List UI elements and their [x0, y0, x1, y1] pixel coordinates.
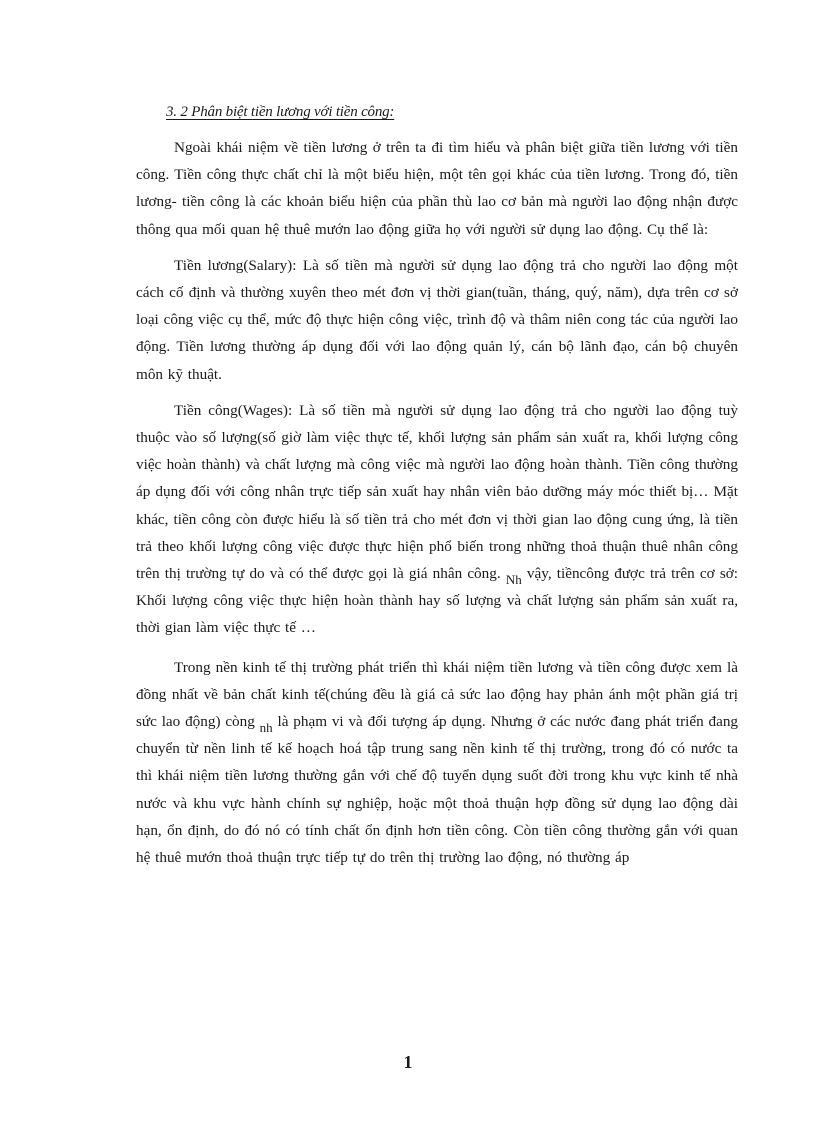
paragraph-wages-text-2: vậy, tiềncông được trả trên cơ sở: Khối lượng công việc thực hiện hoàn thành hay số lượng và chất lượng sản phẩm sản xuất ra, thời gian làm việc thực tế …: [136, 565, 739, 637]
document-body: [136, 98, 738, 880]
paragraph-salary: [136, 252, 738, 388]
paragraph-intro-text: Ngoài khái niệm về tiền lương ở trên ta đi tìm hiểu và phân biệt giữa tiền lương với tiền công. Tiền công thực chất chỉ là một biểu hiện, một tên gọi khác của tiền lương. Trong đó, tiền lương- tiền công là các khoản biểu hiện của phần thù lao cơ bản mà người lao động nhận được thông qua mối quan hệ thuê mướn lao động giữa họ với người sử dụng lao động. Cụ thể là:: [136, 139, 738, 238]
paragraph-wages-subscript: Nh: [505, 572, 522, 588]
paragraph-salary-text: Tiền lương(Salary): Là số tiền mà người sử dụng lao động trả cho người lao động một cách cố định và thường xuyên theo mét đơn vị thời gian(tuần, tháng, quý, năm), dựa trên cơ sở loại công việc cụ thể, mức độ thực hiện công việc, trình độ và thâm niên cong tác của người lao động. Tiền lương thường áp dụng đối với lao động quản lý, cán bộ lãnh đạo, cán bộ chuyên môn kỹ thuật.: [136, 256, 738, 383]
paragraph-market-subscript: nh: [259, 720, 273, 736]
paragraph-intro: [136, 134, 738, 243]
page-number: 1: [403, 1052, 413, 1072]
paragraph-wages: [136, 397, 738, 642]
paragraph-wages-text-1: Tiền công(Wages): Là số tiền mà người sử dụng lao động trả cho người lao động tuỳ thuộc vào số lượng(số giờ làm việc thực tế, khối lượng sản phẩm sản xuất ra, khối lượng công việc hoàn thành) và chất lượng mà công việc mà người lao động hoàn thành. Tiền công thường áp dụng đối với công nhân trực tiếp sản xuất hay nhân viên bảo dưỡng máy móc thiết bị… Mặt khác, tiền công còn được hiểu là số tiền trả cho mét đơn vị thời gian lao động cung ứng, là tiền trả theo khối lượng công việc được thực hiện phổ biến trong những thoả thuận thuê nhân công trên thị trường tự do và có thể được gọi là giá nhân công.: [136, 401, 738, 583]
paragraph-market-text-2: là phạm vi và đối tượng áp dụng. Nhưng ở các nước đang phát triển đang chuyển từ nền linh tế kế hoạch hoá tập trung sang nền kinh tế thị trường, trong đó có nước ta thì khái niệm tiền lương thường gắn với chế độ tuyển dụng suốt đời trong khu vực kinh tế nhà nước và khu vực hành chính sự nghiệp, hoặc một thoả thuận hợp đồng sử dụng lao động dài hạn, ổn định, do đó nó có tính chất ổn định hơn tiền công. Còn tiền công thường gắn với quan hệ thuê mướn thoả thuận trực tiếp tự do trên thị trường lao động, nó thường áp: [136, 713, 739, 867]
paragraph-market-text-1: Trong nền kinh tế thị trường phát triển thì khái niệm tiền lương và tiền công được xem là đồng nhất về bản chất kinh tế(chúng đều là giá cả sức lao động hay phản ánh một phần giá trị sức lao động) còng: [136, 658, 738, 731]
section-heading: 3. 2 Phân biệt tiền lương với tiền công:: [166, 104, 395, 120]
paragraph-market: [136, 654, 738, 872]
